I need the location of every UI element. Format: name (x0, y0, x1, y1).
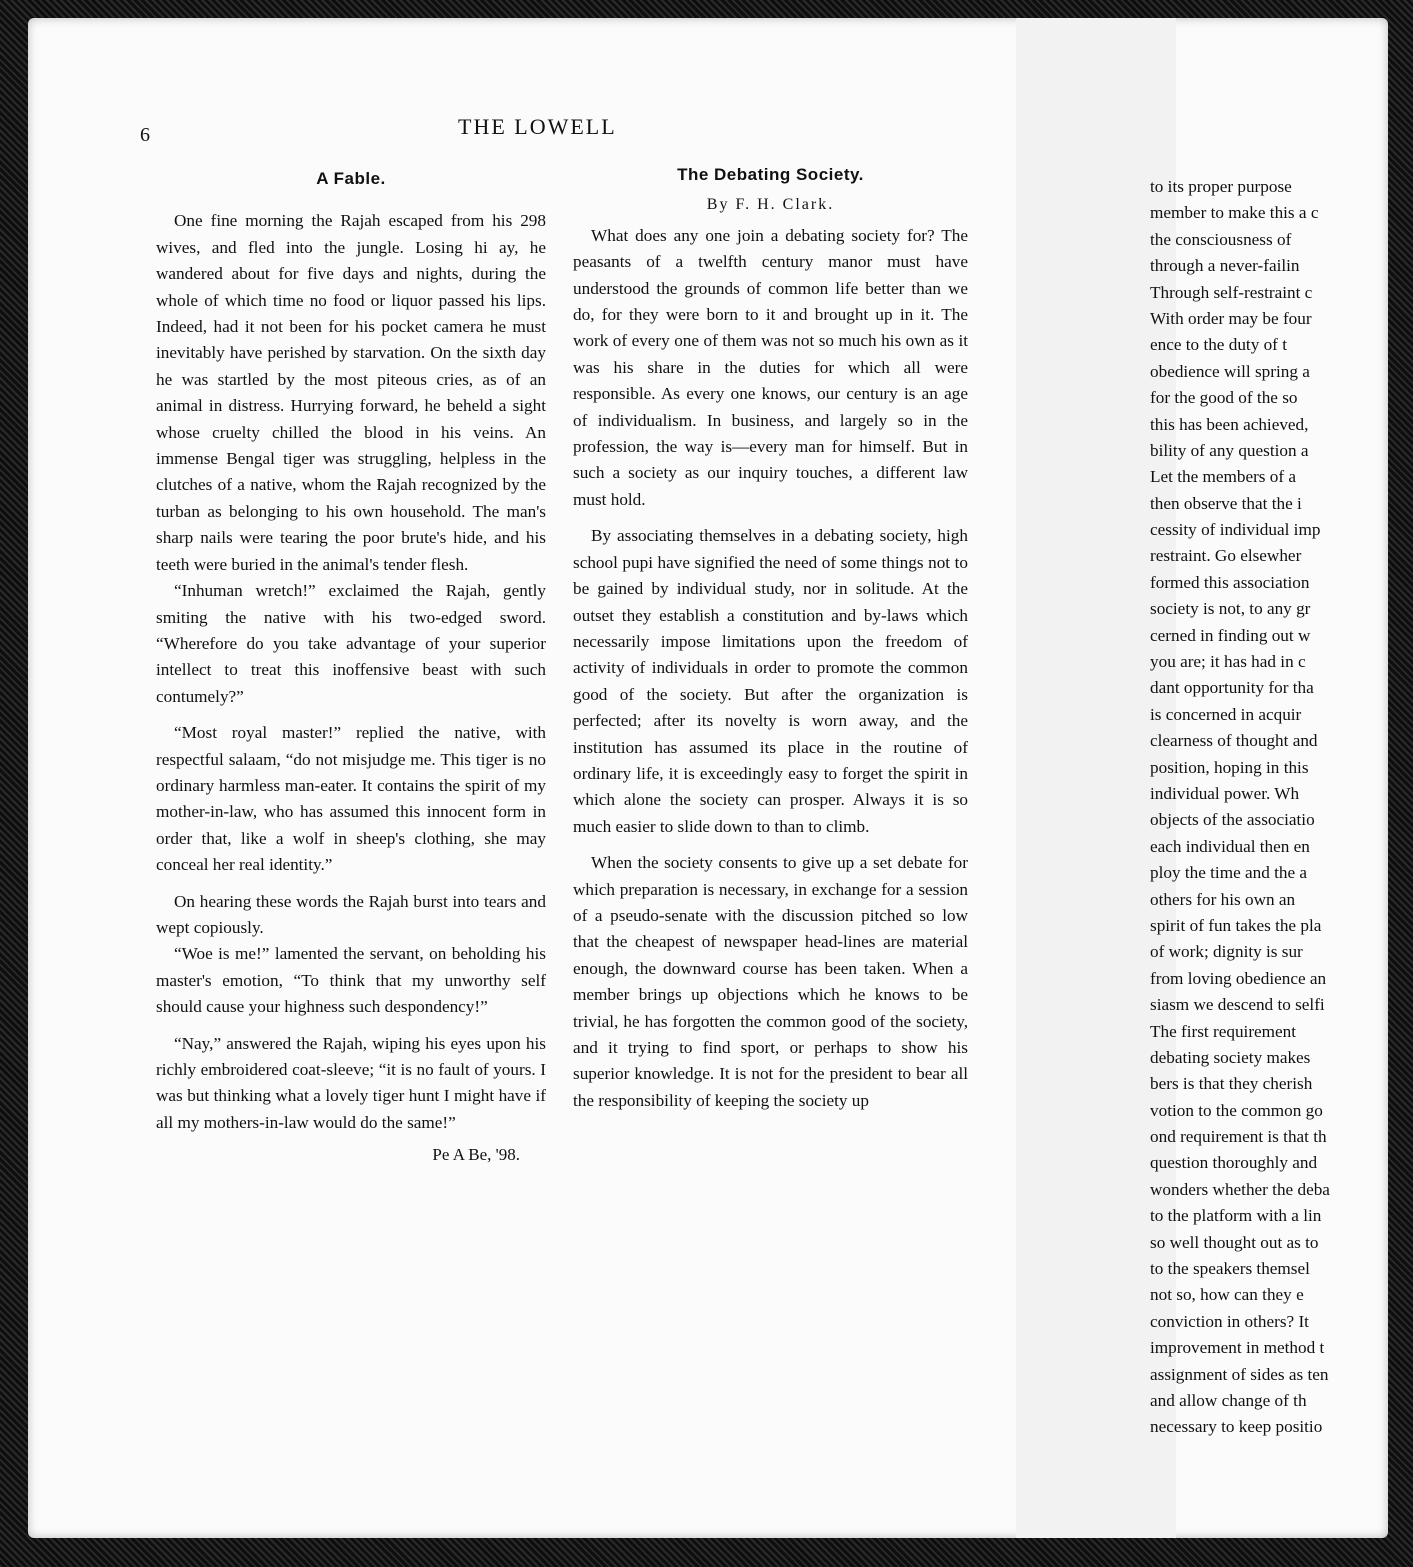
continued-line: of work; dignity is sur (1150, 942, 1303, 962)
continued-line: for the good of the so (1150, 388, 1298, 408)
continued-line: dant opportunity for tha (1150, 678, 1314, 698)
continued-line: votion to the common go (1150, 1100, 1323, 1120)
continued-line: obedience will spring a (1150, 361, 1310, 381)
debating-title: The Debating Society. (677, 165, 864, 184)
continued-line: bility of any question a (1150, 440, 1309, 460)
continued-line: bers is that they cherish (1150, 1074, 1313, 1094)
continued-line: cessity of individual imp (1150, 520, 1321, 540)
continued-line: siasm we descend to selfi (1150, 995, 1325, 1015)
continued-line: from loving obedience an (1150, 968, 1327, 988)
continued-line: each individual then en (1150, 836, 1310, 856)
continued-line: individual power. Wh (1150, 783, 1300, 803)
continued-line: ence to the duty of t (1150, 335, 1287, 355)
continued-line: position, hoping in this (1150, 757, 1309, 777)
continued-line: Let the members of a (1150, 467, 1297, 487)
continued-line: to its proper purpose (1150, 177, 1292, 196)
continued-line: assignment of sides as ten (1150, 1364, 1329, 1384)
continued-line: is concerned in acquir (1150, 704, 1302, 724)
fable-paragraph: On hearing these words the Rajah burst into tears and wept copiously. (156, 891, 546, 937)
continued-line: through a never-failin (1150, 256, 1300, 276)
continued-line: restraint. Go elsewher (1150, 546, 1302, 566)
debating-paragraph: When the society consents to give up a set debate for which preparation is necessary, in exchange for a session of a pseudo-senate with the discussion pitched so low that the cheapest of newspaper head-lines are material enough, the downward course has been taken. When a member brings up objections which he knows to be trivial, he has forgotten the common good of the society, and it trying to find sport, or perhaps to show his superior knowledge. It is not for the president to bear all the responsibility of keeping the society up (573, 853, 968, 1110)
continued-line: improvement in method t (1150, 1338, 1325, 1358)
continued-line: to the platform with a lin (1150, 1206, 1322, 1226)
fable-paragraph: “Nay,” answered the Rajah, wiping his eyes upon his richly embroidered coat-sleeve; “it is no fault of yours. I was but thinking what a lovely tiger hunt I might have if all my mothers-in-law would do the same!” (156, 1033, 546, 1132)
continued-line: and allow change of th (1150, 1390, 1307, 1410)
fable-paragraph: “Woe is me!” lamented the servant, on beholding his master's emotion, “To think that my unworthy self should cause your highness such despondency!” (156, 944, 546, 1017)
continued-line: debating society makes (1150, 1047, 1311, 1067)
running-head: THE LOWELL (458, 114, 617, 139)
continued-column (1150, 174, 1388, 1441)
continued-line: not so, how can they e (1150, 1285, 1304, 1305)
continued-line: you are; it has had in c (1150, 652, 1306, 672)
continued-line: question thoroughly and (1150, 1153, 1318, 1173)
continued-line: cerned in finding out w (1150, 625, 1311, 645)
debating-byline: By F. H. Clark. (706, 196, 835, 214)
fable-signature: Pe A Be, '98. (432, 1145, 520, 1165)
continued-line: member to make this a c (1150, 203, 1319, 223)
continued-line: to the speakers themsel (1150, 1259, 1310, 1279)
continued-line: necessary to keep positio (1150, 1417, 1323, 1437)
fable-column (156, 166, 546, 1169)
continued-line: clearness of thought and (1150, 731, 1318, 751)
fable-paragraph: “Inhuman wretch!” exclaimed the Rajah, gently smiting the native with his two-edged sword. “Wherefore do you take advantage of your superior intellect to treat this inoffensive beast with such contumely?” (156, 581, 546, 706)
continued-line: formed this association (1150, 572, 1310, 592)
page-number: 6 (140, 124, 150, 146)
continued-line: wonders whether the deba (1150, 1179, 1330, 1199)
continued-line: The first requirement (1150, 1021, 1297, 1041)
continued-line: objects of the associatio (1150, 810, 1315, 830)
continued-line: this has been achieved, (1150, 414, 1309, 434)
magazine-page (28, 18, 1388, 1538)
continued-line: With order may be four (1150, 308, 1312, 328)
continued-line: Through self-restraint c (1150, 282, 1313, 302)
fable-title: A Fable. (316, 169, 386, 188)
continued-line: ond requirement is that th (1150, 1127, 1327, 1147)
debating-paragraph: By associating themselves in a debating society, high school pupi have signified the need of some things not to be gained by individual study, nor in solitude. At the outset they establish a constitution and by-laws which necessarily impose limitations upon the freedom of activity of individuals in order to promote the common good of the society. But after the organization is perfected; after its novelty is worn away, and the institution has assumed its place in the routine of ordinary life, it is exceedingly easy to forget the spirit in which alone the society can prosper. Always it is so much easier to slide down to than to climb. (573, 526, 968, 836)
continued-line: others for his own an (1150, 889, 1296, 909)
continued-line: so well thought out as to (1150, 1232, 1319, 1252)
fable-paragraph: One fine morning the Rajah escaped from his 298 wives, and fled into the jungle. Losing hi ay, he wandered about for five days and nights, during the whole of which time no food or liquor passed his lips. Indeed, had it not been for his pocket camera he must inevitably have perished by starvation. On the sixth day he was startled by the most piteous cries, as of an animal in distress. Hurrying forward, he beheld a sight whose cruelty chilled the blood in his veins. An immense Bengal tiger was struggling, helpless in the clutches of a native, whom the Rajah recognized by the turban as belonging to his own household. The man's sharp nails were tearing the poor brute's hide, and his teeth were buried in the animal's tender flesh. (156, 211, 546, 574)
debating-paragraph: What does any one join a debating society for? The peasants of a twelfth century manor must have understood the grounds of common life better than we do, for they were born to it and brought up in it. The work of every one of them was not so much his own as it was his share in the duties for which all were responsible. As every one knows, our century is an age of individualism. In business, and largely so in the profession, the way is—every man for himself. But in such a society as our inquiry touches, a different law must hold. (573, 225, 968, 509)
continued-line: ploy the time and the a (1150, 863, 1308, 883)
fable-paragraph: “Most royal master!” replied the native, with respectful salaam, “do not misjudge me. This tiger is no ordinary harmless man-eater. It contains the spirit of my mother-in-law, who has assumed this innocent form in order that, like a wolf in sheep's clothing, she may conceal her real identity.” (156, 723, 546, 875)
continued-line: conviction in others? It (1150, 1311, 1309, 1331)
continued-line: society is not, to any gr (1150, 599, 1311, 619)
continued-line: the consciousness of (1150, 229, 1292, 249)
debating-column (573, 162, 968, 1114)
continued-line: spirit of fun takes the pla (1150, 915, 1322, 935)
continued-line: then observe that the i (1150, 493, 1302, 513)
